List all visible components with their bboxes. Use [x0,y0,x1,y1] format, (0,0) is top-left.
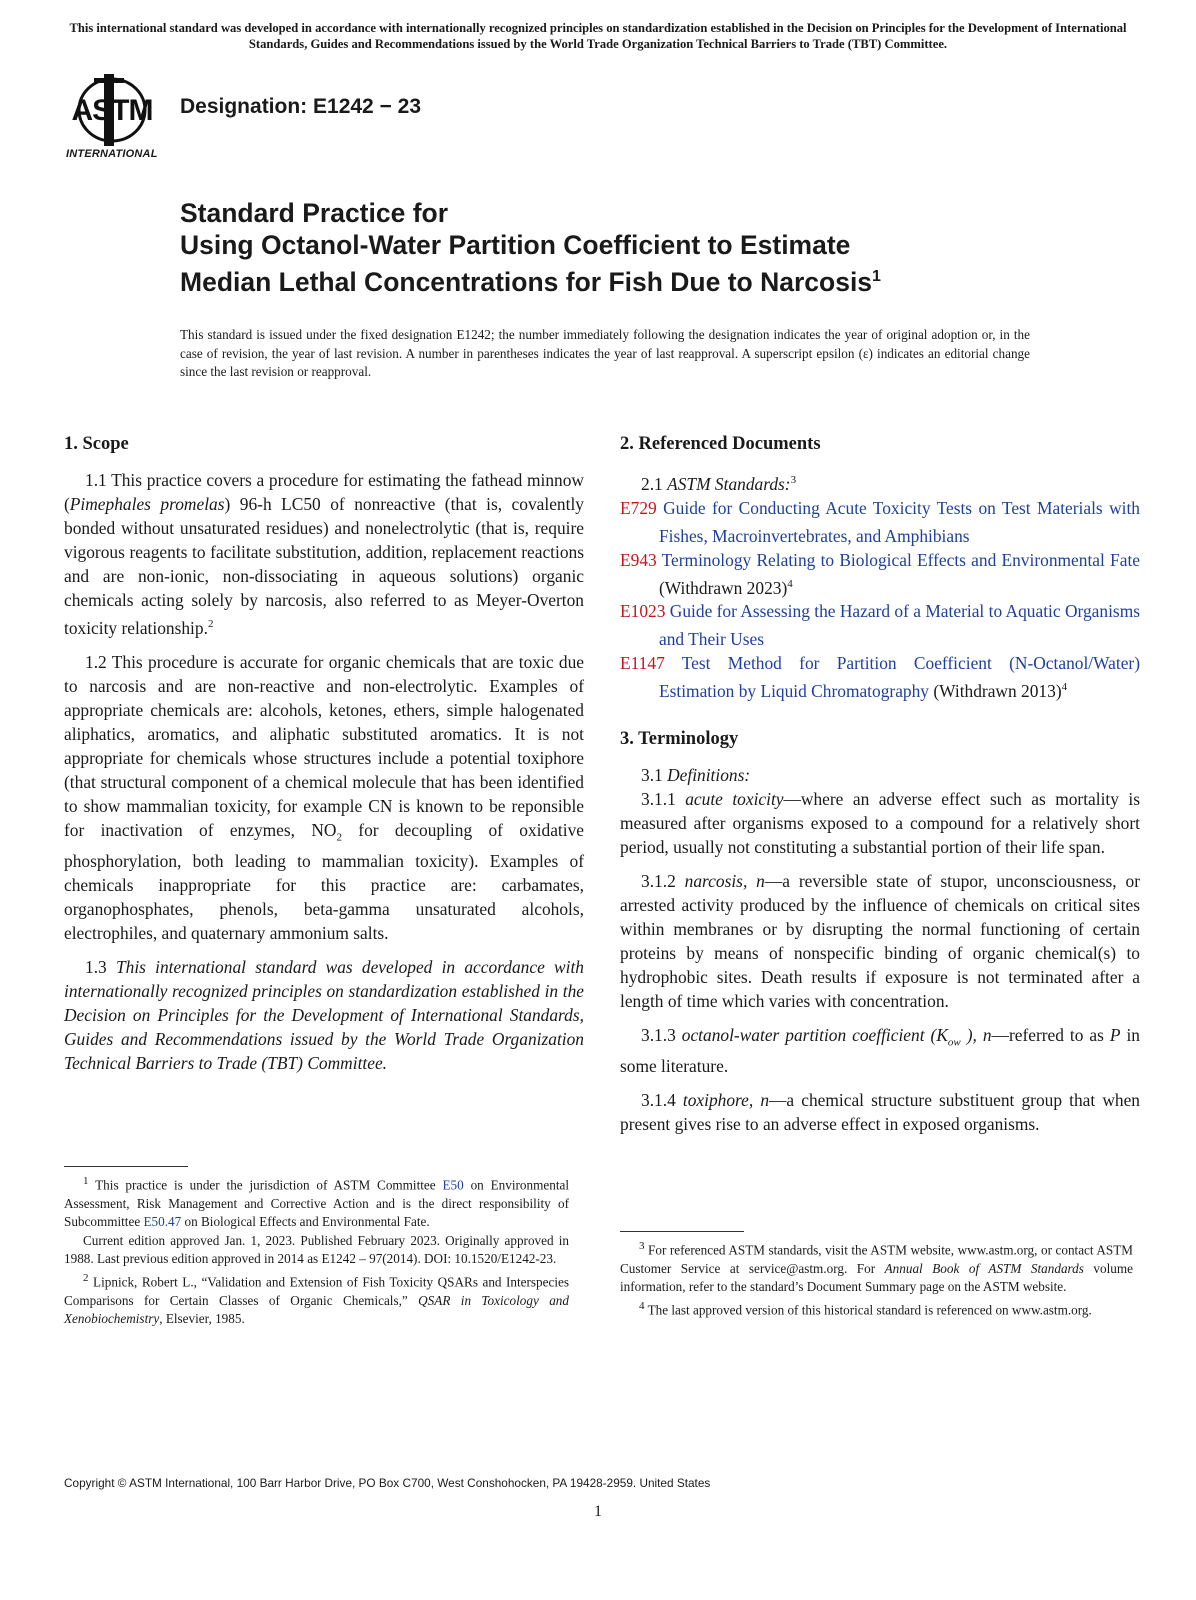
ref-item[interactable]: E1023 Guide for Assessing the Hazard of a Material to Aquatic Organisms and Their Uses [620,601,1140,650]
right-footnote-rule [620,1231,744,1232]
left-footnotes [64,1172,569,1329]
committee-link-e50[interactable]: E50 [442,1177,464,1193]
ref-item[interactable]: E729 Guide for Conducting Acute Toxicity Tests on Test Materials with Fishes, Macroinvertebrates, and Amphibians [620,497,1140,546]
right-footnotes [620,1237,1133,1320]
title-footnote-mark: 1 [872,268,881,285]
definitions-subheading: 3.1 Definitions: [641,764,751,785]
left-footnote-rule [64,1166,188,1167]
referenced-documents-list [620,496,1140,703]
title-line-2: Using Octanol-Water Partition Coefficient to Estimate [180,230,851,260]
definition-narcosis: 3.1.2 narcosis, n—a reversible state of stupor, unconsciousness, or arrested activity produced by the influence of chemicals on critical sites within membranes or by disrupting the normal functioning of certain proteins by means of nonspecific binding of organic chemical(s) to hydrophobic sites. Death results if exposure is not terminated after a length of time which varies with concentration. [620,870,1141,1011]
scope-paragraph-1-1: 1.1 This practice covers a procedure for estimating the fathead minnow (Pimephales promelas) 96-h LC50 of nonreactive (that is, covalently bonded without unsaturated residues) and nonelectrolytic (that is, require vigorous reagents to facilitate substitution, addition, replacement reactions and are non-ionic, non-dissociating in aqueous solutions) organic chemicals acting solely by narcosis, also referred to as Meyer-Overton toxicity relationship.$^2$ [64,470,584,638]
issue-note: This standard is issued under the fixed designation E1242; the number immediately following the designation indicates the year of original adoption or, in the case of revision, the year of last revision. A number in parentheses indicates the year of last reapproval. A superscript epsilon (ε) indicates an editorial change since the last revision or reapproval. [180,327,1030,379]
footnote-2: $^2$ Lipnick, Robert L., “Validation and Extension of Fish Toxicity QSARs and Interspecies Comparisons for Certain Classes of Organic Chemicals,” QSAR in Toxicology and Xenobiochemistry, Elsevier, 1985. [64,1271,569,1327]
footnote-4: $^4$ The last approved version of this historical standard is referenced on www.astm.org. [639,1299,1092,1318]
footnote-3: $^3$ For referenced ASTM standards, visit the ASTM website, www.astm.org, or contact ASTM Customer Service at service@astm.org. For Annual Book of ASTM Standards volume information, refer to the standard’s Document Summary page on the ASTM website. [620,1240,1134,1295]
footnote-ref-2: 2 [207,618,214,630]
logo-subtext: INTERNATIONAL [66,148,158,160]
footnote-1-edition: Current edition approved Jan. 1, 2023. Published February 2023. Originally approved in 1988. Last previous edition approved in 2014 as E1242 – 97(2014). DOI: 10.1520/E1242-23. [64,1232,569,1267]
definition-acute-toxicity: 3.1.1 acute toxicity—where an adverse effect such as mortality is measured after organisms exposed to a compound for a relatively short period, usually not constituting a substantial portion of their life span. [620,788,1141,857]
logo-wordmark: ASTM [71,94,153,127]
terminology-heading: 3. Terminology [620,728,739,749]
astm-standards-subheading: 2.1 ASTM Standards:$^3$ [641,473,797,494]
ref-item[interactable]: E943 Terminology Relating to Biological Effects and Environmental Fate (Withdrawn 2023)$^4$ [620,549,1140,598]
top-notice: This international standard was developed in accordance with internationally recognized principles on standardization established in the Decision on Principles for the Development of International Standards, Guides and Recommendations issued by the World Trade Organization Technical Barriers to Trade (TBT) Committee. [69,21,1127,51]
designation: Designation: E1242 − 23 [180,95,422,118]
ref-item[interactable]: E1147 Test Method for Partition Coefficient (N-Octanol/Water) Estimation by Liquid Chromatography (Withdrawn 2013)$^4$ [620,653,1140,701]
title-line-3: Median Lethal Concentrations for Fish Due to Narcosis [180,266,873,297]
left-column [64,432,584,1085]
astm-logo [64,70,168,166]
copyright: Copyright © ASTM International, 100 Barr Harbor Drive, PO Box C700, West Conshohocken, PA 19428-2959. United States [64,1476,711,1490]
subcommittee-link-e50-47[interactable]: E50.47 [143,1214,182,1230]
definition-toxiphore: 3.1.4 toxiphore, n—a chemical structure substituent group that when present gives rise to an adverse effect in exposed organisms. [620,1090,1140,1135]
scope-heading: 1. Scope [64,434,129,454]
footnote-1: $^1$ This practice is under the jurisdiction of ASTM Committee E50 on Environmental Assessment, Risk Management and Corrective Action and is the direct responsibility of Subcommittee E50.47 on Biological Effects and Environmental Fate. [64,1175,569,1230]
scope-paragraph-1-2: 1.2 This procedure is accurate for organic chemicals that are toxic due to narcosis and are non-reactive and non-electrolytic. Examples of appropriate chemicals are: alcohols, ketones, ethers, simple halogenated aliphatics, aromatics, and aliphatic substituted aromatics. It is not appropriate for chemicals whose structures include a potential toxiphore (that structural component of a chemical molecule that has been identified to show mammalian toxicity, for example CN is known to be reponsible for inactivation of enzymes, $NO_2$ for decoupling of oxidative phosphorylation, both leading to mammalian toxicity). Examples of chemicals inappropriate for this practice are: carbamates, organophosphates, phenols, beta-gamma unsaturated alcohols, electrophiles, and quaternary ammonium salts. [64,651,584,944]
referenced-documents-heading: 2. Referenced Documents [620,434,821,454]
definition-kow: 3.1.3 octanol-water partition coefficient ($K_{ow}$ ), n—referred to as P in some literature. [620,1024,1140,1077]
scope-paragraph-1-3: 1.3 This international standard was developed in accordance with internationally recognized principles on standardization established in the Decision on Principles for the Development of International Standards, Guides and Recommendations issued by the World Trade Organization Technical Barriers to Trade (TBT) Committee. [64,957,584,1074]
species-name: Pimephales promelas [69,494,225,514]
page-number: 1 [594,1503,602,1520]
title-line-1: Standard Practice for [180,198,449,228]
right-column [620,432,1140,1146]
document-title [180,197,881,298]
